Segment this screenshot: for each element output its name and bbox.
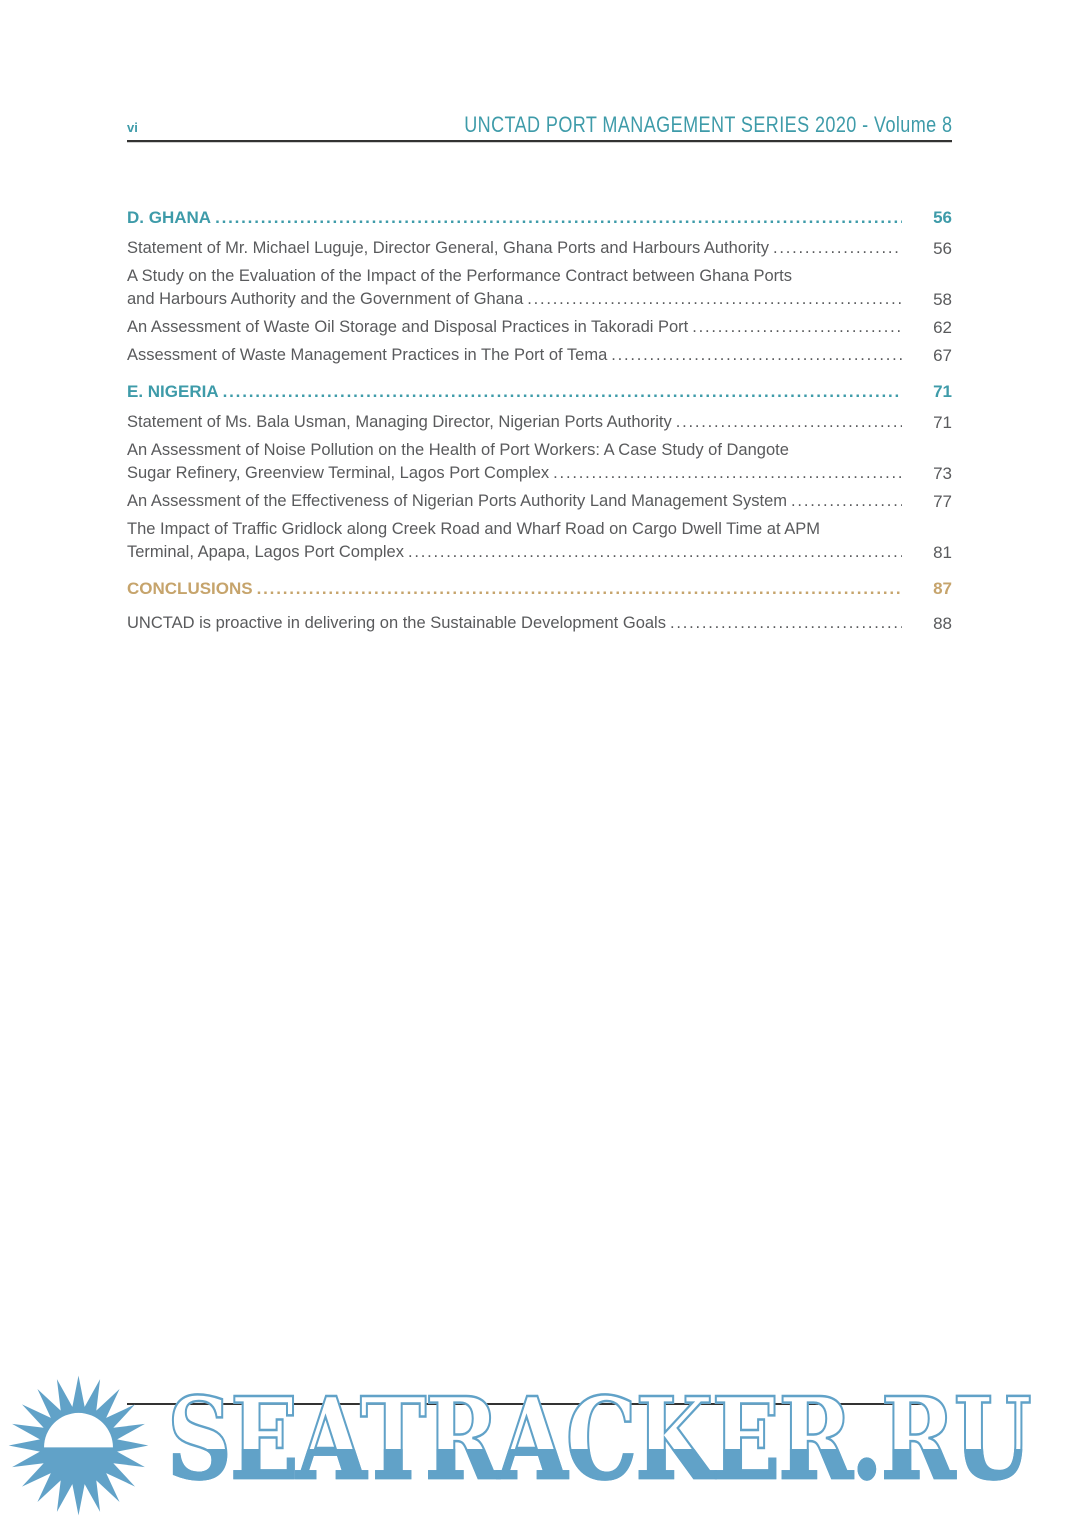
toc-list bbox=[127, 193, 952, 640]
toc-entry-text bbox=[127, 344, 902, 367]
toc-section-row[interactable] bbox=[127, 380, 952, 403]
watermark-text: SEATRACKER.RU bbox=[167, 1374, 1031, 1505]
toc-page-number: 87 bbox=[933, 579, 952, 598]
toc-entry-text bbox=[127, 206, 902, 229]
toc-item-row[interactable] bbox=[127, 316, 952, 339]
toc-item-row[interactable] bbox=[127, 344, 952, 367]
toc-entry-text bbox=[127, 612, 902, 635]
toc-item-row[interactable] bbox=[127, 237, 952, 260]
toc-page-number: 58 bbox=[933, 290, 952, 309]
toc-title-line: UNCTAD is proactive in delivering on the Sustainable Development Goals bbox=[127, 614, 666, 632]
toc-page-number: 62 bbox=[933, 318, 952, 337]
toc-entry-text bbox=[127, 316, 902, 339]
dot-leader bbox=[769, 237, 902, 260]
toc-section-row[interactable] bbox=[127, 577, 952, 600]
toc-entry-text bbox=[127, 411, 902, 434]
toc-section-row[interactable] bbox=[127, 206, 952, 229]
toc-title-line: Terminal, Apapa, Lagos Port Complex bbox=[127, 543, 404, 561]
toc-title-line: A Study on the Evaluation of the Impact of the Performance Contract between Ghana Ports bbox=[127, 267, 792, 285]
toc-page-number: 56 bbox=[933, 239, 952, 258]
toc-entry-text bbox=[127, 380, 902, 403]
toc-title-line: Statement of Ms. Bala Usman, Managing Director, Nigerian Ports Authority bbox=[127, 413, 672, 431]
toc-page-number: 88 bbox=[933, 614, 952, 633]
page-header bbox=[127, 112, 952, 138]
page-folio: vi bbox=[127, 120, 138, 135]
toc-title-line: CONCLUSIONS bbox=[127, 579, 253, 598]
running-title: UNCTAD PORT MANAGEMENT SERIES 2020 - Volume 8 bbox=[463, 112, 952, 137]
dot-leader bbox=[688, 316, 902, 339]
dot-leader bbox=[211, 206, 902, 229]
toc-page-number: 71 bbox=[933, 382, 952, 401]
toc-title-line: D. GHANA bbox=[127, 208, 212, 227]
toc-page-number: 73 bbox=[933, 464, 952, 483]
toc-entry-text bbox=[127, 237, 902, 260]
toc-title-line: Assessment of Waste Management Practices in The Port of Tema bbox=[127, 346, 608, 364]
toc-item-row[interactable] bbox=[127, 490, 952, 513]
toc-entry-text bbox=[127, 265, 902, 311]
toc-page-number: 71 bbox=[933, 413, 952, 432]
toc-entry-text bbox=[127, 518, 902, 564]
dot-leader bbox=[666, 612, 902, 635]
toc-title-line: An Assessment of Waste Oil Storage and Disposal Practices in Takoradi Port bbox=[127, 318, 689, 336]
dot-leader bbox=[404, 541, 902, 564]
toc-title-line: An Assessment of the Effectiveness of Nigerian Ports Authority Land Management System bbox=[127, 492, 788, 510]
dot-leader bbox=[253, 577, 902, 600]
toc-item-row[interactable] bbox=[127, 518, 952, 564]
dot-leader bbox=[523, 288, 902, 311]
toc-page-number: 81 bbox=[933, 543, 952, 562]
toc-item-row[interactable] bbox=[127, 265, 952, 311]
dot-leader bbox=[607, 344, 902, 367]
toc-item-row[interactable] bbox=[127, 439, 952, 485]
toc-title-line: E. NIGERIA bbox=[127, 382, 219, 401]
toc-page-number: 56 bbox=[933, 208, 952, 227]
toc-title-line: An Assessment of Noise Pollution on the Health of Port Workers: A Case Study of Dangote bbox=[127, 441, 789, 459]
dot-leader bbox=[549, 462, 902, 485]
toc-item-row[interactable] bbox=[127, 612, 952, 635]
toc-entry-text bbox=[127, 439, 902, 485]
dot-leader bbox=[787, 490, 902, 513]
toc-page-number: 77 bbox=[933, 492, 952, 511]
dot-leader bbox=[672, 411, 902, 434]
toc-title-line: Sugar Refinery, Greenview Terminal, Lagos Port Complex bbox=[127, 464, 550, 482]
toc-entry-text bbox=[127, 490, 902, 513]
dot-leader bbox=[219, 380, 902, 403]
toc-title-line: The Impact of Traffic Gridlock along Creek Road and Wharf Road on Cargo Dwell Time at APM bbox=[127, 520, 820, 538]
toc-page-number: 67 bbox=[933, 346, 952, 365]
toc-entry-text bbox=[127, 577, 902, 600]
sun-icon bbox=[4, 1371, 153, 1520]
toc-title-line: and Harbours Authority and the Government of Ghana bbox=[127, 290, 524, 308]
header-rule bbox=[127, 140, 952, 142]
toc-title-line: Statement of Mr. Michael Luguje, Director General, Ghana Ports and Harbours Authority bbox=[127, 239, 769, 257]
toc-item-row[interactable] bbox=[127, 411, 952, 434]
